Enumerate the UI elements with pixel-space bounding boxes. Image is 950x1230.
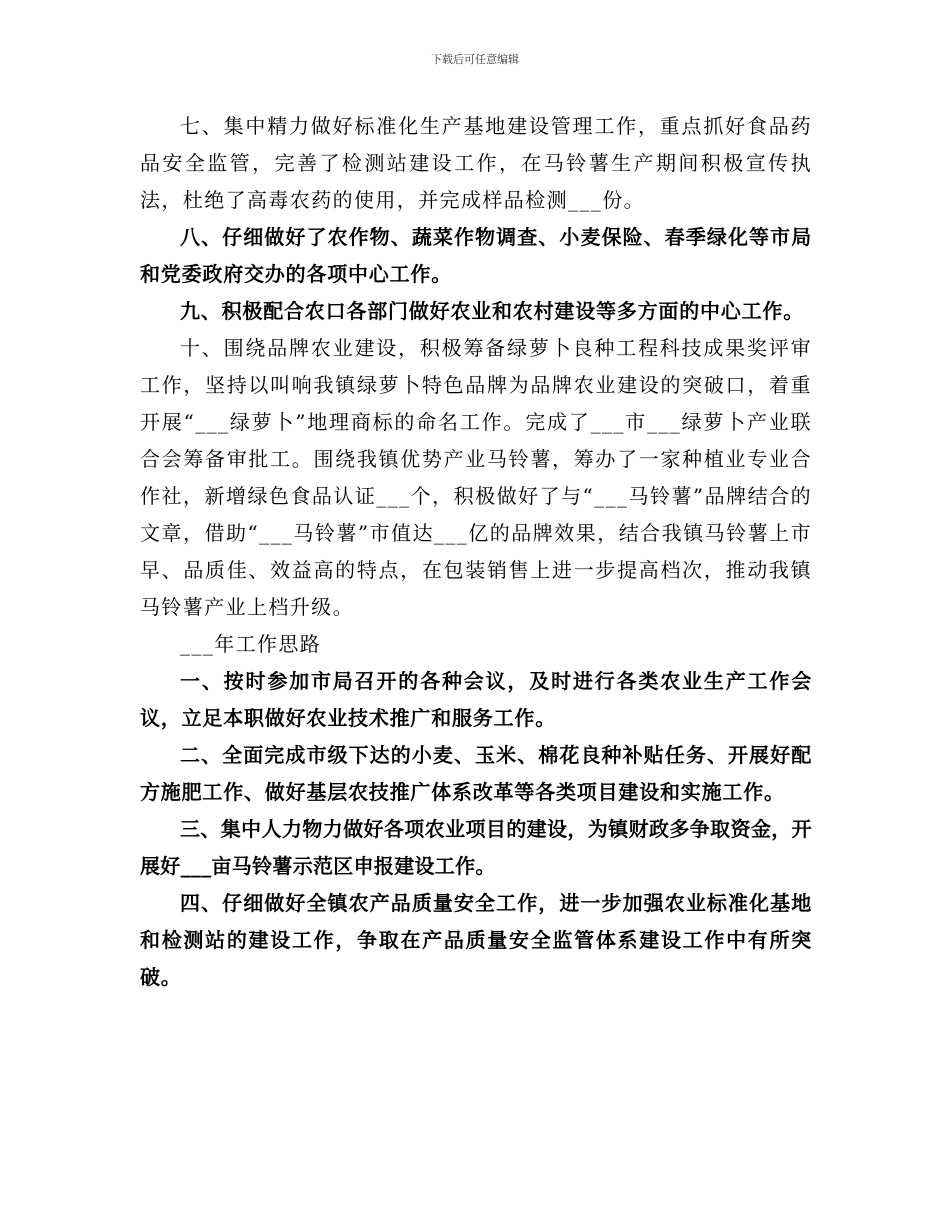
plan-item-three: 三、集中人力物力做好各项农业项目的建设，为镇财政多争取资金，开展好___亩马铃薯示范区申报建设工作。 (140, 817, 812, 878)
plan-item-two: 二、全面完成市级下达的小麦、玉米、棉花良种补贴任务、开展好配方施肥工作、做好基层农技推广体系改革等各类项目建设和实施工作。 (140, 743, 812, 804)
page-header: 下载后可任意编辑 (431, 53, 519, 66)
plan-item-one: 一、按时参加市局召开的各种会议，及时进行各类农业生产工作会议，立足本职做好农业技术推广和服务工作。 (140, 669, 812, 730)
paragraph-nine: 九、积极配合农口各部门做好农业和农村建设等多方面的中心工作。 (180, 299, 804, 323)
section-heading: ___年工作思路 (180, 632, 322, 656)
paragraph-ten: 十、围绕品牌农业建设，积极筹备绿萝卜良种工程科技成果奖评审工作，坚持以叫响我镇绿萝卜特色品牌为品牌农业建设的突破口，着重开展“___绿萝卜”地理商标的命名工作。完成了___市___绿萝卜产业联合会筹备审批工。围绕我镇优势产业马铃薯，筹办了一家种植业专业合作社，新增绿色食品认证___个，积极做好了与“___马铃薯”品牌结合的文章，借助“___马铃薯”市值达___亿的品牌效果，结合我镇马铃薯上市早、品质佳、效益高的特点，在包装销售上进一步提高档次，推动我镇马铃薯产业上档升级。 (140, 336, 812, 619)
paragraph-seven: 七、集中精力做好标准化生产基地建设管理工作，重点抓好食品药品安全监管，完善了检测站建设工作，在马铃薯生产期间积极宣传执法，杜绝了高毒农药的使用，并完成样品检测___份。 (140, 114, 812, 212)
plan-item-four: 四、仔细做好全镇农产品质量安全工作，进一步加强农业标准化基地和检测站的建设工作，争取在产品质量安全监管体系建设工作中有所突破。 (140, 891, 812, 989)
document-body (140, 108, 812, 996)
paragraph-eight: 八、仔细做好了农作物、蔬菜作物调查、小麦保险、春季绿化等市局和党委政府交办的各项中心工作。 (140, 225, 812, 286)
